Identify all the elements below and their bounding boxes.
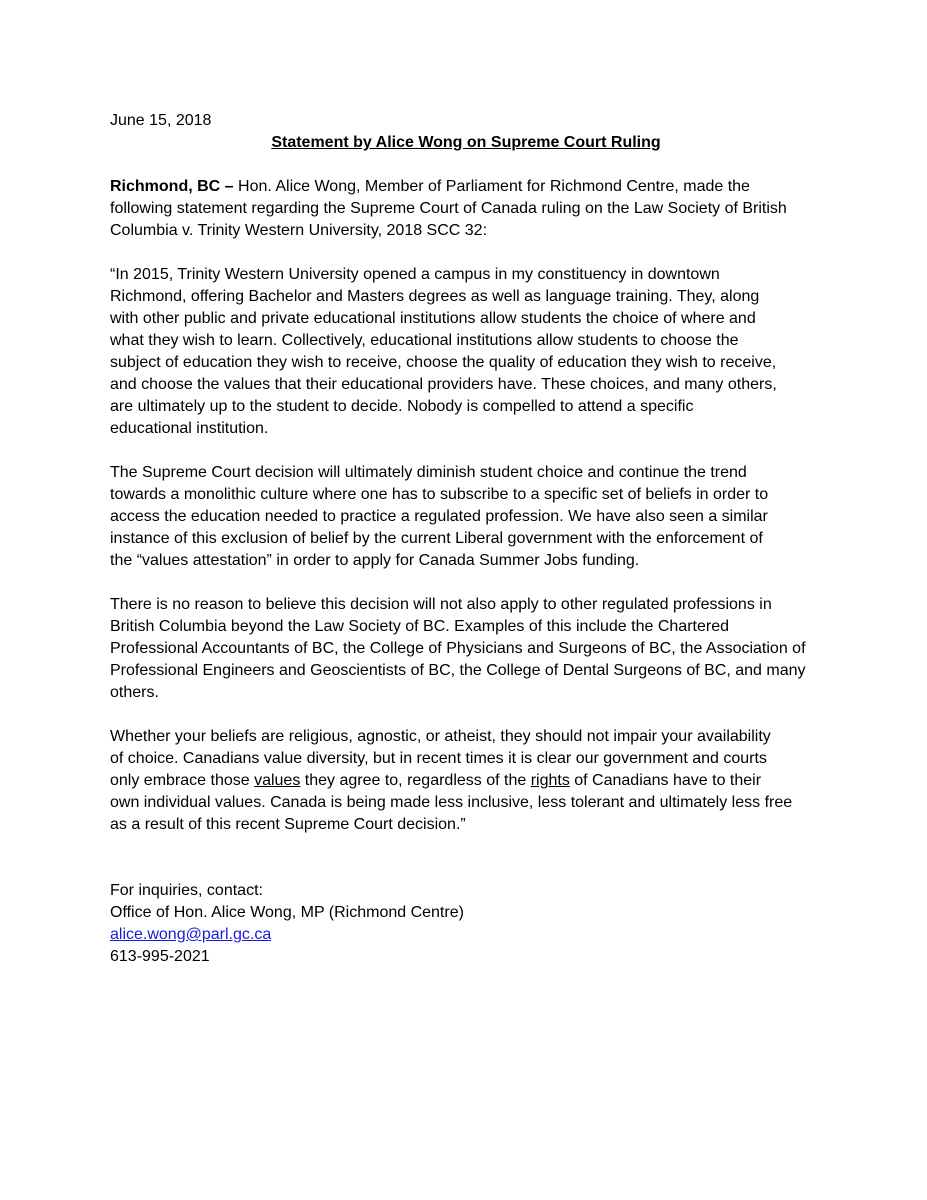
- paragraph-line: British Columbia beyond the Law Society of BC. Examples of this include the Chartered: [110, 618, 729, 635]
- paragraph-line: towards a monolithic culture where one has to subscribe to a specific set of beliefs in order to: [110, 486, 769, 503]
- underlined-values: values: [254, 772, 301, 789]
- paragraph-line: what they wish to learn. Collectively, educational institutions allow students to choose the: [110, 332, 739, 349]
- press-release: [110, 110, 822, 968]
- paragraph-line: subject of education they wish to receive, choose the quality of education they wish to receive,: [110, 354, 777, 371]
- body-paragraph-1: [110, 264, 822, 440]
- intro-text: Hon. Alice Wong, Member of Parliament for Richmond Centre, made the: [233, 178, 750, 195]
- paragraph-line: own individual values. Canada is being made less inclusive, less tolerant and ultimately less free: [110, 794, 793, 811]
- contact-email-line: [110, 924, 822, 946]
- paragraph-text: of Canadians have to their: [569, 772, 762, 789]
- email-link[interactable]: alice.wong@parl.gc.ca: [110, 926, 272, 943]
- paragraph-line: Professional Engineers and Geoscientists of BC, the College of Dental Surgeons of BC, and many: [110, 662, 806, 679]
- body-paragraph-2: [110, 462, 822, 572]
- paragraph-line: others.: [110, 684, 159, 701]
- intro-line-3: Columbia v. Trinity Western University, 2018 SCC 32:: [110, 222, 488, 239]
- paragraph-line: The Supreme Court decision will ultimately diminish student choice and continue the trend: [110, 464, 747, 481]
- paragraph-line: “In 2015, Trinity Western University opened a campus in my constituency in downtown: [110, 266, 720, 283]
- paragraph-line: with other public and private educational institutions allow students the choice of where and: [110, 310, 756, 327]
- intro-paragraph: [110, 176, 822, 242]
- paragraph-line: There is no reason to believe this decision will not also apply to other regulated professions in: [110, 596, 772, 613]
- underlined-rights: rights: [530, 772, 570, 789]
- paragraph-line: access the education needed to practice a regulated profession. We have also seen a similar: [110, 508, 768, 525]
- paragraph-line: of choice. Canadians value diversity, but in recent times it is clear our government and courts: [110, 750, 767, 767]
- contact-heading: For inquiries, contact:: [110, 882, 263, 899]
- body-paragraph-4: [110, 726, 822, 836]
- paragraph-line: educational institution.: [110, 420, 269, 437]
- paragraph-line: [110, 770, 822, 792]
- dateline: Richmond, BC –: [110, 178, 234, 195]
- paragraph-line: the “values attestation” in order to apply for Canada Summer Jobs funding.: [110, 552, 640, 569]
- paragraph-line: and choose the values that their educational providers have. These choices, and many others,: [110, 376, 777, 393]
- body-paragraph-3: [110, 594, 822, 704]
- contact-phone: 613-995-2021: [110, 948, 210, 965]
- contact-block: [110, 880, 822, 968]
- paragraph-line: are ultimately up to the student to decide. Nobody is compelled to attend a specific: [110, 398, 694, 415]
- intro-line-1: [110, 176, 822, 198]
- paragraph-text: they agree to, regardless of the: [300, 772, 531, 789]
- intro-line-2: following statement regarding the Supreme Court of Canada ruling on the Law Society of British: [110, 200, 787, 217]
- paragraph-line: Whether your beliefs are religious, agnostic, or atheist, they should not impair your availability: [110, 728, 771, 745]
- paragraph-line: Professional Accountants of BC, the College of Physicians and Surgeons of BC, the Association of: [110, 640, 806, 657]
- release-date: June 15, 2018: [110, 112, 212, 129]
- contact-office: Office of Hon. Alice Wong, MP (Richmond Centre): [110, 904, 464, 921]
- paragraph-line: Richmond, offering Bachelor and Masters degrees as well as language training. They, along: [110, 288, 760, 305]
- paragraph-line: instance of this exclusion of belief by the current Liberal government with the enforcement of: [110, 530, 763, 547]
- paragraph-text: only embrace those: [110, 772, 255, 789]
- paragraph-line: as a result of this recent Supreme Court decision.”: [110, 816, 466, 833]
- release-title: Statement by Alice Wong on Supreme Court Ruling: [271, 134, 661, 151]
